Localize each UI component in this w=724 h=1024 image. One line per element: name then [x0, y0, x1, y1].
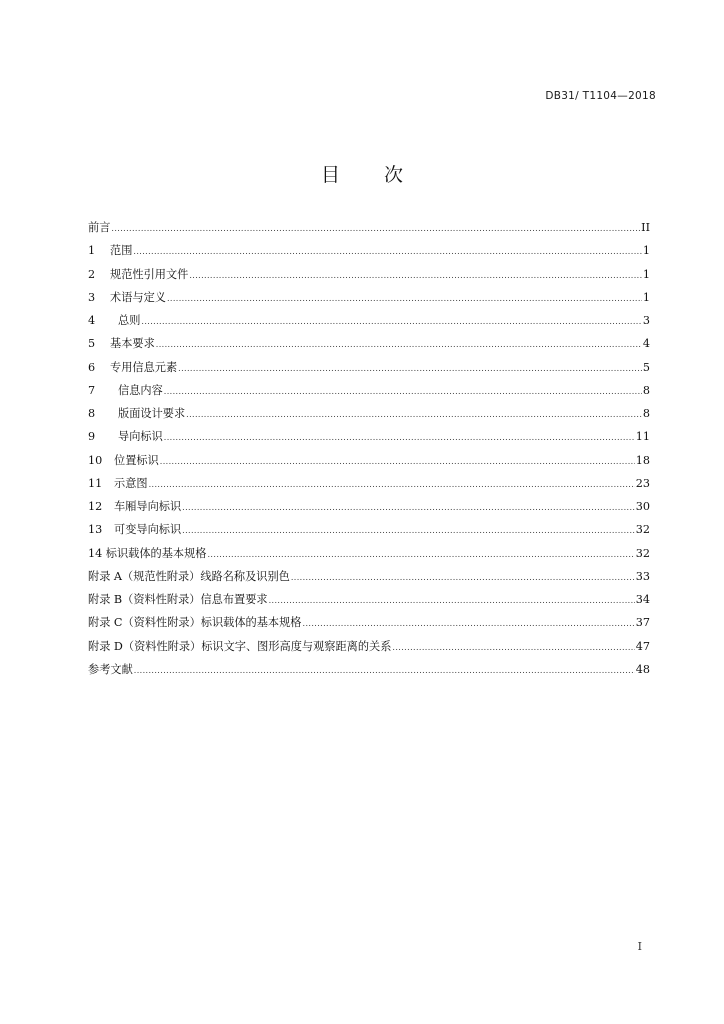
- toc-entry[interactable]: [88, 402, 650, 425]
- document-code: DB31/ T1104—2018: [545, 90, 656, 102]
- toc-dot-leader: [164, 426, 635, 449]
- toc-dot-leader: [133, 240, 641, 263]
- toc-page-number: 1: [642, 244, 650, 258]
- toc-section-number: 5: [88, 337, 96, 351]
- toc-dot-leader: [141, 310, 641, 333]
- toc-page-number: 33: [635, 569, 650, 583]
- toc-dot-leader: [186, 403, 642, 426]
- toc-entry[interactable]: [88, 542, 650, 565]
- toc-dot-leader: [392, 636, 634, 659]
- toc-page-number: 8: [642, 383, 650, 397]
- toc-dot-leader: [134, 659, 635, 682]
- toc-dot-leader: [303, 612, 635, 635]
- toc-entry[interactable]: [88, 239, 650, 262]
- toc-entry[interactable]: [88, 588, 650, 611]
- toc-entry-label: 示意图: [114, 476, 148, 490]
- toc-page-number: 4: [642, 337, 650, 351]
- toc-entry-label: 规范性引用文件: [110, 267, 189, 281]
- toc-entry-label: 附录 C（资料性附录）标识载体的基本规格: [88, 616, 302, 630]
- page-title-part-2: 次: [384, 164, 404, 186]
- toc-page-number: 3: [642, 314, 650, 327]
- toc-entry[interactable]: [88, 379, 650, 402]
- toc-dot-leader: [269, 589, 635, 612]
- toc-page-number: 47: [635, 639, 650, 653]
- toc-dot-leader: [178, 357, 642, 380]
- toc-entry[interactable]: [88, 263, 650, 286]
- toc-entry-label: 导向标识: [118, 430, 163, 444]
- toc-section-number: 1: [88, 244, 96, 258]
- toc-entry[interactable]: [88, 658, 650, 681]
- toc-section-number: 10: [88, 453, 103, 467]
- toc-entry-label: 基本要求: [110, 337, 155, 351]
- toc-dot-leader: [111, 217, 640, 240]
- toc-entry[interactable]: [88, 495, 650, 518]
- toc-entry-label: 位置标识: [114, 453, 159, 467]
- toc-entry[interactable]: [88, 449, 650, 472]
- toc-dot-leader: [149, 473, 635, 496]
- toc-page-number: 11: [635, 430, 650, 444]
- page-title: [0, 160, 724, 187]
- toc-section-number: 11: [88, 476, 103, 490]
- toc-section-number: 8: [88, 407, 96, 420]
- toc-entry[interactable]: [88, 518, 650, 541]
- toc-entry[interactable]: [88, 216, 650, 239]
- toc-page-number: 34: [635, 593, 650, 606]
- toc-dot-leader: [167, 287, 642, 310]
- toc-page-number: 30: [635, 500, 650, 513]
- toc-section-number: 6: [88, 360, 96, 374]
- toc-section-number: 9: [88, 430, 96, 444]
- toc-page-number: 32: [635, 546, 650, 560]
- toc-dot-leader: [189, 264, 642, 287]
- toc-entry-label: 前言: [88, 221, 111, 234]
- toc-entry-label: 可变导向标识: [114, 523, 182, 537]
- toc-entry-label: 专用信息元素: [110, 360, 178, 374]
- toc-entry[interactable]: [88, 565, 650, 588]
- toc-entry[interactable]: [88, 635, 650, 658]
- toc-entry-label: 版面设计要求: [118, 407, 186, 420]
- toc-entry[interactable]: [88, 425, 650, 448]
- toc-page-number: 37: [635, 616, 650, 630]
- toc-page-number: 23: [635, 476, 650, 490]
- table-of-contents: [88, 216, 650, 681]
- toc-entry-label: 总则: [118, 314, 141, 327]
- toc-dot-leader: [182, 496, 635, 519]
- toc-dot-leader: [182, 519, 635, 542]
- toc-entry-label: 参考文献: [88, 662, 133, 676]
- toc-entry[interactable]: [88, 356, 650, 379]
- page-title-part-1: 目: [320, 164, 340, 186]
- toc-entry-label: 附录 D（资料性附录）标识文字、图形高度与观察距离的关系: [88, 639, 392, 653]
- toc-entry-label: 术语与定义: [110, 290, 166, 304]
- toc-entry-label: 信息内容: [118, 383, 163, 397]
- toc-section-number: 3: [88, 290, 96, 304]
- toc-entry-label: 范围: [110, 244, 133, 258]
- toc-entry[interactable]: [88, 309, 650, 332]
- toc-page-number: 18: [635, 453, 650, 467]
- toc-entry[interactable]: [88, 332, 650, 355]
- toc-entry-label: 车厢导向标识: [114, 500, 182, 513]
- toc-dot-leader: [207, 543, 634, 566]
- toc-entry[interactable]: [88, 611, 650, 634]
- toc-page-number: 1: [642, 290, 650, 304]
- toc-dot-leader: [156, 333, 642, 356]
- toc-dot-leader: [291, 566, 635, 589]
- toc-section-number: 4: [88, 314, 96, 327]
- toc-entry-label: 附录 B（资料性附录）信息布置要求: [88, 593, 268, 606]
- toc-dot-leader: [164, 380, 642, 403]
- toc-entry[interactable]: [88, 286, 650, 309]
- toc-section-number: 2: [88, 267, 96, 281]
- toc-entry-label: 附录 A（规范性附录）线路名称及识别色: [88, 569, 290, 583]
- toc-page-number: 48: [635, 662, 650, 676]
- toc-page-number: II: [641, 221, 650, 234]
- toc-page-number: 32: [635, 523, 650, 537]
- toc-section-number: 12: [88, 500, 103, 513]
- toc-entry-label: 14 标识载体的基本规格: [88, 546, 207, 560]
- toc-dot-leader: [160, 450, 635, 473]
- toc-section-number: 7: [88, 383, 96, 397]
- toc-page-number: 1: [642, 267, 650, 281]
- toc-entry[interactable]: [88, 472, 650, 495]
- page-number: I: [637, 940, 642, 953]
- toc-section-number: 13: [88, 523, 103, 537]
- toc-page-number: 8: [642, 407, 650, 420]
- toc-page-number: 5: [642, 360, 650, 374]
